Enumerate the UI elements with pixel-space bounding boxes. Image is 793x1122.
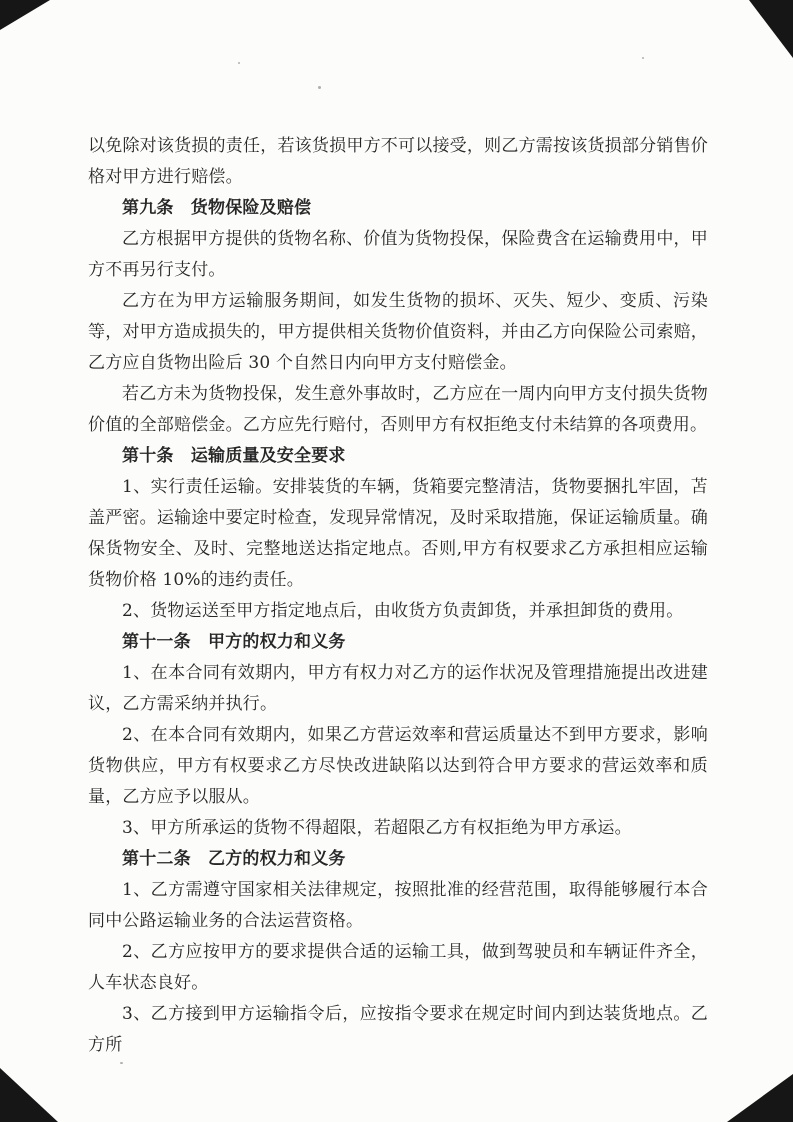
clause-9-paragraph-1: 乙方根据甲方提供的货物名称、价值为货物投保，保险费含在运输费用中，甲方不再另行支付。 (88, 229, 708, 280)
clause-11-item-3: 3、甲方所承运的货物不得超限，若超限乙方有权拒绝为甲方承运。 (122, 818, 632, 838)
clause-9-paragraph-2: 乙方在为甲方运输服务期间，如发生货物的损坏、灭失、短少、变质、污染等，对甲方造成损失的，甲方提供相关货物价值资料，并由乙方向保险公司索赔，乙方应自货物出险后 30 个自然日内向甲方支付赔偿金。 (88, 291, 708, 373)
clause-12-heading: 第十二条 乙方的权力和义务 (122, 849, 346, 869)
clause-12-item-3: 3、乙方接到甲方运输指令后，应按指令要求在规定时间内到达装货地点。乙方所 (88, 1004, 708, 1055)
clause-11-item-2: 2、在本合同有效期内，如果乙方营运效率和营运质量达不到甲方要求，影响货物供应，甲方有权要求乙方尽快改进缺陷以达到符合甲方要求的营运效率和质量，乙方应予以服从。 (88, 725, 708, 807)
clause-9-paragraph-3: 若乙方未为货物投保，发生意外事故时，乙方应在一周内向甲方支付损失货物价值的全部赔偿金。乙方应先行赔付，否则甲方有权拒绝支付未结算的各项费用。 (88, 384, 708, 435)
scan-speck (318, 86, 321, 89)
clause-12-item-2: 2、乙方应按甲方的要求提供合适的运输工具，做到驾驶员和车辆证件齐全，人车状态良好。 (88, 942, 708, 993)
clause-10-item-1: 1、实行责任运输。安排装货的车辆，货箱要完整清洁，货物要捆扎牢固，苫盖严密。运输途中要定时检查，发现异常情况，及时采取措施，保证运输质量。确保货物安全、及时、完整地送达指定地点。否则,甲方有权要求乙方承担相应运输货物价格 10%的违约责任。 (88, 477, 708, 590)
clause-10-heading: 第十条 运输质量及安全要求 (122, 446, 346, 466)
clause-11-heading: 第十一条 甲方的权力和义务 (122, 632, 346, 652)
contract-text-column (88, 131, 708, 1061)
clause-11-item-1: 1、在本合同有效期内，甲方有权力对乙方的运作状况及管理措施提出改进建议，乙方需采纳并执行。 (88, 663, 708, 714)
scan-speck (120, 1062, 123, 1064)
scan-artifact-top-right (749, 0, 793, 58)
clause-10-item-2: 2、货物运送至甲方指定地点后，由收货方负责卸货，并承担卸货的费用。 (122, 601, 684, 621)
paragraph-carryover: 以免除对该货损的责任，若该货损甲方不可以接受，则乙方需按该货损部分销售价格对甲方进行赔偿。 (88, 136, 708, 187)
scan-artifact-bottom-right (727, 1074, 793, 1122)
scan-speck (238, 62, 240, 64)
scan-artifact-top-left (0, 0, 50, 30)
clause-9-heading: 第九条 货物保险及赔偿 (122, 198, 312, 218)
clause-12-item-1: 1、乙方需遵守国家相关法律规定，按照批准的经营范围，取得能够履行本合同中公路运输业务的合法运营资格。 (88, 880, 708, 931)
scan-speck (642, 57, 644, 59)
scan-artifact-bottom-left (0, 1068, 58, 1122)
